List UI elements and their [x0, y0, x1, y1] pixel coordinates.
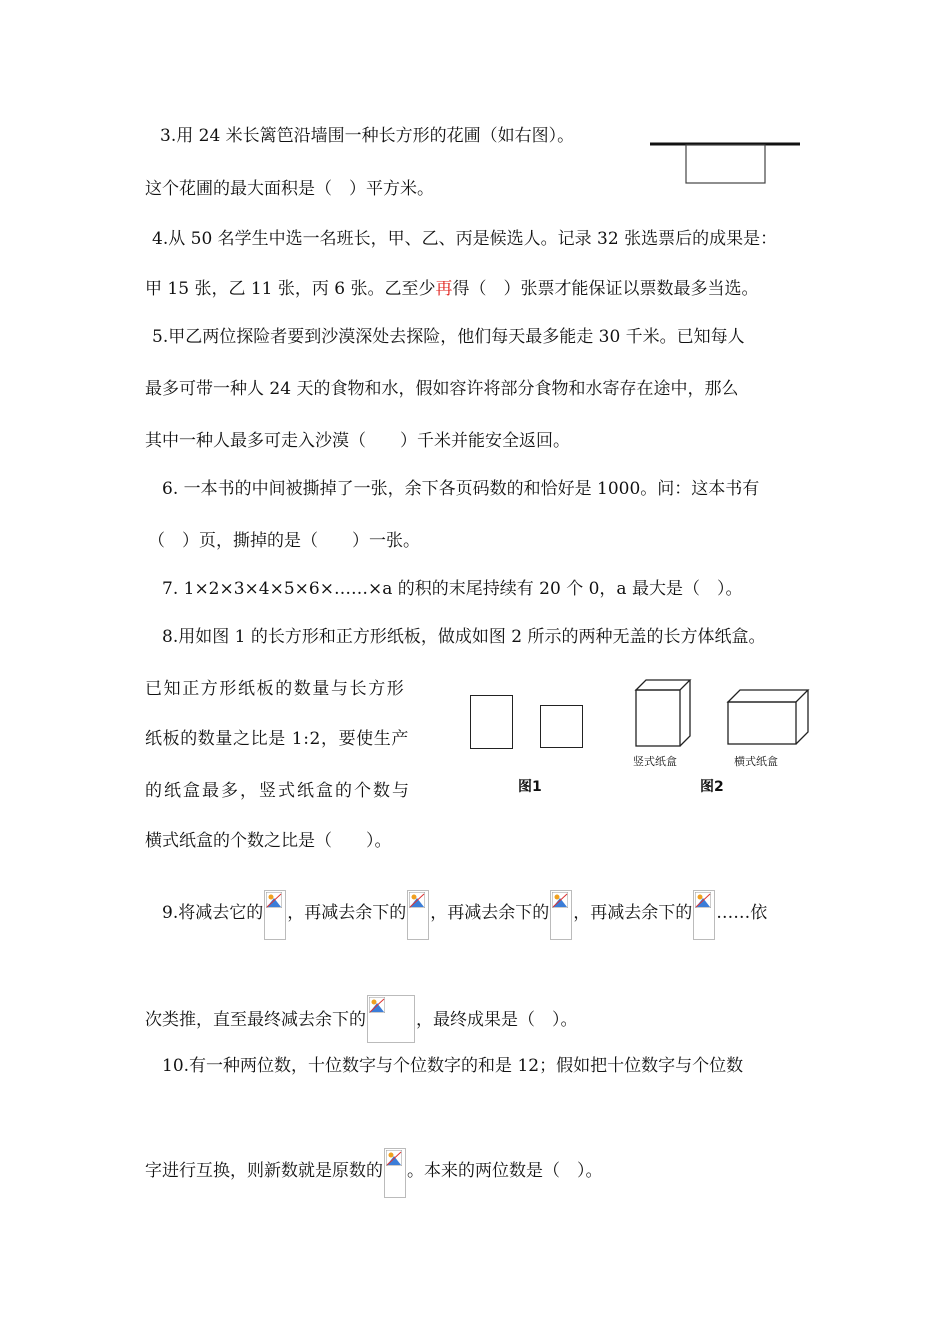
q8-line2: 已知正方形纸板的数量与长方形	[145, 679, 406, 699]
horizontal-box-drawing	[724, 686, 812, 748]
vertical-box-drawing	[632, 676, 702, 748]
garden-rect	[686, 145, 765, 183]
q6-line2: （ ）页，撕掉的是（ ）一张。	[148, 531, 420, 551]
q8-line3: 纸板的数量之比是 1:2，要使生产	[145, 729, 409, 749]
fraction-image-icon	[367, 995, 415, 1043]
q3-line1: 3.用 24 米长篱笆沿墙围一种长方形的花圃（如右图）。	[160, 126, 575, 146]
q5-line2: 最多可带一种人 24 天的食物和水，假如容许将部分食物和水寄存在途中，那么	[145, 379, 739, 399]
fraction-image-icon	[407, 890, 429, 940]
vertical-box-label: 竖式纸盒	[633, 755, 677, 768]
q9-line1: 9.将减去它的 ，再减去余下的 ，再减去余下的 ，再减去余下的 ……依	[162, 890, 767, 940]
q4-line1: 4.从 50 名学生中选一名班长，甲、乙、丙是候选人。记录 32 张选票后的成果是：	[152, 229, 778, 249]
q7-line1: 7. 1×2×3×4×5×6×……×a 的积的末尾持续有 20 个 0，a 最大是（ ）。	[162, 579, 743, 599]
q5-line3: 其中一种人最多可走入沙漠（ ）千米并能安全返回。	[145, 431, 570, 451]
fig2-caption: 图2	[700, 779, 724, 795]
fig1-caption: 图1	[518, 779, 542, 795]
horizontal-box-label: 横式纸盒	[734, 755, 778, 768]
q5-line1: 5.甲乙两位探险者要到沙漠深处去探险，他们每天最多能走 30 千米。已知每人	[152, 327, 745, 347]
garden-diagram	[648, 138, 803, 188]
q10-line1: 10.有一种两位数，十位数字与个位数字的和是 12；假如把十位数字与个位数	[162, 1056, 744, 1076]
q6-line1: 6. 一本书的中间被撕掉了一张，余下各页码数的和恰好是 1000。问：这本书有	[162, 479, 760, 499]
square-board	[540, 705, 583, 748]
q8-line5: 横式纸盒的个数之比是（ ）。	[145, 831, 392, 851]
q8-line4: 的纸盒最多，竖式纸盒的个数与	[145, 781, 411, 801]
fraction-image-icon	[693, 890, 715, 940]
q8-line1: 8.用如图 1 的长方形和正方形纸板，做成如图 2 所示的两种无盖的长方体纸盒。	[162, 627, 766, 647]
fraction-image-icon	[550, 890, 572, 940]
q10-line2: 字进行互换，则新数就是原数的 。本来的两位数是（ ）。	[145, 1148, 603, 1198]
fraction-image-icon	[384, 1148, 406, 1198]
q4-line2: 甲 15 张，乙 11 张，丙 6 张。乙至少再得（ ）张票才能保证以票数最多当选。	[145, 279, 759, 299]
rectangle-board	[470, 695, 513, 749]
fraction-image-icon	[264, 890, 286, 940]
highlight-word: 再	[435, 279, 453, 299]
q9-line2: 次类推，直至最终减去余下的 ，最终成果是（ ）。	[145, 995, 578, 1043]
q3-line2: 这个花圃的最大面积是（ ）平方米。	[145, 179, 434, 199]
